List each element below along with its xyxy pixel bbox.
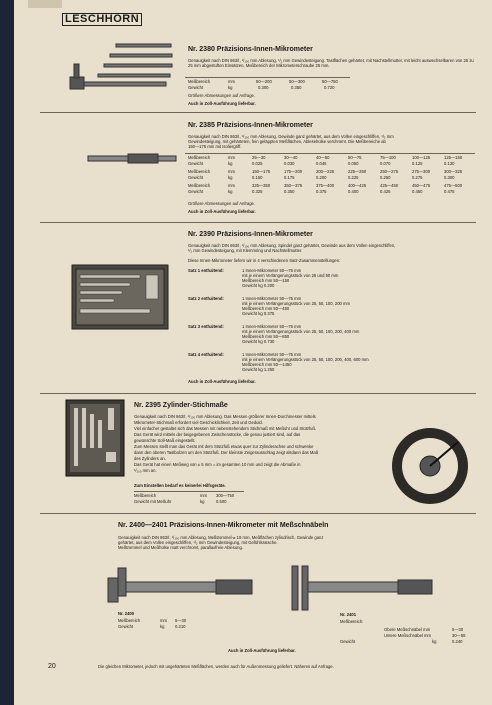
section-divider xyxy=(40,112,476,113)
section-2385-desc: Gewindesteigung, mit gehärteten, fein geläppten Meßflächen, Ablesehülse verchromt. Die Meßbereiche ab xyxy=(188,139,386,144)
inside-micrometer-illustration xyxy=(88,152,178,166)
s2380-row2-val: 0.350 xyxy=(291,85,302,90)
s2385-row-val: 0.325 xyxy=(252,189,263,194)
s2385-row-val: 475—500 xyxy=(444,183,463,188)
s2385-row-val: 0.300 xyxy=(444,175,455,180)
s2385-row-val: 0.070 xyxy=(380,161,391,166)
s2385-row-val: 400—425 xyxy=(348,183,367,188)
section-2400-desc: gehärtet, aus dem Vollen eingeschliffen, ¹/₂ mm Gewindesteigung, mit Gefühlsratsche. xyxy=(118,540,278,545)
cylinder-bore-gauge-case-illustration xyxy=(66,400,124,476)
s2380-row1-val: 50—750 xyxy=(322,79,338,84)
section-divider xyxy=(40,513,476,514)
section-2380-title: Nr. 2380 Präzisions-Innen-Mikrometer xyxy=(188,46,313,53)
s2385-row-unit: kg xyxy=(228,175,233,180)
s2385-row-val: 0.050 xyxy=(348,161,359,166)
s2385-row-unit: kg xyxy=(228,161,233,166)
s2390-set-line: mit je einem Verlängerungsstück von 25, 50, 100, 200, 400 mm xyxy=(242,329,360,334)
s2385-zoll: Auch in Zoll-Ausführung lieferbar. xyxy=(188,209,256,214)
s2385-row-label: Meßbereich xyxy=(188,169,211,174)
s2401-v2: 0.240 xyxy=(452,639,463,644)
s2385-row-val: 40—50 xyxy=(316,155,330,160)
s2401-l2: Gewicht xyxy=(340,639,356,644)
s2385-row-val: 0.030 xyxy=(284,161,295,166)
s2385-row-val: 0.475 xyxy=(444,189,455,194)
s2395-desc-line: ¹/₁₀₀ mm an. xyxy=(134,468,157,473)
s2385-row-val: 300—325 xyxy=(444,169,463,174)
s2395-desc-line: Zum Messen stellt man das Gerät mit dem Stützfuß etwas quer zur Zylinderachse und schwenke xyxy=(134,444,314,449)
s2390-set-line: Meßbereich mm 50—850 xyxy=(242,334,290,339)
s2390-set-line: Meßbereich mm 50—1450 xyxy=(242,362,292,367)
s2385-row-val: 0.150 xyxy=(252,175,263,180)
jaw-micrometer-2400-illustration xyxy=(108,566,258,604)
s2395-row1-unit: mm xyxy=(200,493,207,498)
s2390-set-line: mit je einem Verlängerungsstück von 25 und 50 mm xyxy=(242,273,339,278)
s2380-row1-unit: mm xyxy=(228,79,235,84)
s2385-row-label: Gewicht xyxy=(188,189,204,194)
s2390-set-line: 1 Innen-Mikrometer 50—75 mm xyxy=(242,296,302,301)
table-rule xyxy=(185,77,350,78)
s2395-desc-line: Viel einfacher gestaltet sich das Messen mit nebenstehendem Stichmaß mit Meßuhr und Stützfuß. xyxy=(134,426,317,431)
s2385-row-val: 0.375 xyxy=(316,189,327,194)
s2395-bold: Zum Einstellen bedarf es keinerlei Hilfsgeräte. xyxy=(134,483,226,488)
s2385-row-val: 0.025 xyxy=(252,161,263,166)
footer-note: Die gleichen Mikrometer, jedoch mit ungehärteten Meßflächen, werden auch für Außenmessung geliefert. Näheres auf Anfrage. xyxy=(98,664,334,669)
section-2400-desc: Meßtrommel und Meßhülse matt verchromt, parallaxfreie Ablesung. xyxy=(118,545,243,550)
section-2390-title: Nr. 2390 Präzisions-Innen-Mikrometer xyxy=(188,231,313,238)
s2380-zoll: Auch in Zoll-Ausführung lieferbar. xyxy=(188,101,256,106)
section-2385-desc: Genauigkeit nach DIN 863/I, ¹/₁₀₀ mm Ablesung, Gewinde ganz gehärtet, aus dem Vollen eingeschliffen, ¹/₂ mm xyxy=(188,134,394,139)
s2401-v1a: 5—30 xyxy=(452,627,464,632)
s2385-row-unit: mm xyxy=(228,155,235,160)
s2385-row-unit: kg xyxy=(228,189,233,194)
s2385-note: Größere Abmessungen auf Anfrage. xyxy=(188,201,256,206)
s2385-row-val: 425—450 xyxy=(380,183,399,188)
s2390-zoll: Auch in Zoll-Ausführung lieferbar. xyxy=(188,379,256,384)
s2380-row2-label: Gewicht xyxy=(188,85,204,90)
s2390-set-line: 1 Innen-Mikrometer 50—75 mm xyxy=(242,324,302,329)
s2385-row-val: 75—100 xyxy=(380,155,396,160)
s2400-v1: 5—30 xyxy=(175,618,187,623)
s2385-row-val: 0.175 xyxy=(284,175,295,180)
s2395-desc-line: Das Gerät hat einen Meßweg von ± 5 mm = im gesamten 10 mm und zeigt die Abmaße in xyxy=(134,462,301,467)
s2385-row-label: Meßbereich xyxy=(188,183,211,188)
s2385-row-val: 250—275 xyxy=(380,169,399,174)
section-2390-desc: Genauigkeit nach DIN 863/I, ¹/₁₀₀ mm Ablesung, Spindel ganz gehärtet, Gewinde aus dem Vollen eingeschliffen, xyxy=(188,243,396,248)
s2390-set-line: Gewicht kg 0.730 xyxy=(242,339,275,344)
inside-micrometer-rods-illustration xyxy=(66,42,181,92)
s2380-note: Größere Abmessungen auf Anfrage. xyxy=(188,93,256,98)
s2400-l1: Meßbereich xyxy=(118,618,141,623)
s2390-set-line: Gewicht kg 0.375 xyxy=(242,311,275,316)
s2400-nr: Nr. 2400 xyxy=(118,611,135,616)
s2380-row2-unit: kg xyxy=(228,85,233,90)
s2385-row-val: 375—400 xyxy=(316,183,335,188)
s2380-row1-val: 50—200 xyxy=(256,79,272,84)
s2385-row-val: 50—75 xyxy=(348,155,362,160)
s2390-set-label: Satz 1 enthaltend: xyxy=(188,268,224,273)
s2385-row-label: Gewicht xyxy=(188,161,204,166)
s2385-row-unit: mm xyxy=(228,169,235,174)
s2385-row-val: 0.425 xyxy=(380,189,391,194)
s2385-row-val: 125—150 xyxy=(444,155,463,160)
s2385-row-val: 0.350 xyxy=(284,189,295,194)
s2385-row-val: 200—225 xyxy=(316,169,335,174)
s2390-set-line: Gewicht kg 1.250 xyxy=(242,367,275,372)
s2401-u2: kg xyxy=(432,639,437,644)
s2395-desc-line: Das Gerät wird mittels der beigegebenen Zwischenstücke, die genau justiert sind, auf das xyxy=(134,432,301,437)
s2390-set-line: 1 Innen-Mikrometer 50—75 mm xyxy=(242,268,302,273)
s2401-v1b: 30—55 xyxy=(452,633,466,638)
s2390-set-label: Satz 4 enthaltend: xyxy=(188,352,224,357)
s2400-l2: Gewicht xyxy=(118,624,134,629)
s2400-v2: 0.210 xyxy=(175,624,186,629)
s2385-row-val: 0.275 xyxy=(412,175,423,180)
s2385-row-val: 0.200 xyxy=(316,175,327,180)
section-divider xyxy=(40,222,476,223)
s2385-row-val: 100—125 xyxy=(412,155,431,160)
s2395-desc-line: Mikrometer-Stichmaß erfordert viel Geschicklichkeit, Zeit und Geduld. xyxy=(134,420,263,425)
s2385-row-label: Meßbereich xyxy=(188,155,211,160)
s2385-row-val: 0.125 xyxy=(412,161,423,166)
s2385-row-val: 0.045 xyxy=(316,161,327,166)
section-2395-title: Nr. 2395 Zylinder-Stichmaße xyxy=(134,402,228,409)
s2390-set-label: Satz 3 enthaltend: xyxy=(188,324,224,329)
s2390-set-line: Gewicht kg 0.200 xyxy=(242,283,275,288)
micrometer-set-case-illustration xyxy=(72,265,168,329)
section-divider xyxy=(40,393,476,394)
s2385-row-val: 30—40 xyxy=(284,155,298,160)
section-2380-desc: Genauigkeit nach DIN 863/I, ¹/₁₀₀ mm Ablesung, ¹/₂ mm Gewindesteigung. Tastflächen gehärtet, mit Nachstellmutter, mit leicht auswechselbaren von 25 zu 25 mm abgestuften Einsätzen, Meßbereich der Mikrometerschraube 25 mm. xyxy=(188,58,474,68)
s2400-zoll: Auch in Zoll-Ausführung lieferbar. xyxy=(228,648,296,653)
s2385-row-val: 25—30 xyxy=(252,155,266,160)
s2390-set-line: Meßbereich mm 50—150 xyxy=(242,278,290,283)
s2400-u2: kg xyxy=(160,624,165,629)
s2390-intro: Diese Innen-Mikrometer liefern wir in 4 verschiedenen Satz-Zusammenstellungen: xyxy=(188,258,341,263)
s2395-row2-val: 0.500 xyxy=(216,499,227,504)
s2385-row-val: 325—350 xyxy=(252,183,271,188)
s2390-set-label: Satz 2 enthaltend: xyxy=(188,296,224,301)
s2385-row-val: 450—475 xyxy=(412,183,431,188)
brand-logo: LESCHHORN xyxy=(62,13,142,26)
s2385-row-val: 0.400 xyxy=(348,189,359,194)
s2380-row1-label: Meßbereich xyxy=(188,79,211,84)
s2385-row-val: 150—175 xyxy=(252,169,271,174)
section-2400-desc: Genauigkeit nach DIN 863/I, ¹/₁₀₀ mm Ablesung, Meßtrommel-⌀ 19 mm, Meßflächen zylindrisch, Gewinde ganz xyxy=(118,535,324,540)
s2385-row-val: 225—250 xyxy=(348,169,367,174)
section-2400-title: Nr. 2400—2401 Präzisions-Innen-Mikrometer mit Meßschnäbeln xyxy=(118,522,329,529)
table-rule xyxy=(134,491,244,492)
s2385-row-unit: mm xyxy=(228,183,235,188)
s2395-desc-line: dann den oberen Tastbolzen um den Stützfuß. Der kleinste Zeigerausschlag zeigt alsdann das Maß xyxy=(134,450,319,455)
s2400-u1: mm xyxy=(160,618,167,623)
s2385-row-val: 0.225 xyxy=(348,175,359,180)
s2390-set-line: Meßbereich mm 50—450 xyxy=(242,306,290,311)
s2395-desc-line: Genauigkeit nach DIN 863/I, ¹/₁₀₀ mm Ablesung. Das Messen größerer Innen-Durchmesser mittels xyxy=(134,414,316,419)
s2385-row-val: 0.450 xyxy=(412,189,423,194)
s2395-row2-label: Gewicht mit Meßuhr xyxy=(134,499,172,504)
s2385-row-val: 0.250 xyxy=(380,175,391,180)
s2390-set-line: mit je einem Verlängerungsstück von 25, 50, 100, 200 mm xyxy=(242,301,351,306)
s2385-row-val: 0.130 xyxy=(444,161,455,166)
s2401-nr: Nr. 2401 xyxy=(340,612,357,617)
section-2385-title: Nr. 2385 Präzisions-Innen-Mikrometer xyxy=(188,122,313,129)
dial-indicator-ring-illustration xyxy=(390,426,470,506)
s2401-l1a: Obere Meßschnäbel mm xyxy=(384,627,431,632)
s2380-row1-val: 50—300 xyxy=(289,79,305,84)
s2390-set-line: 1 Innen-Mikrometer 50—75 mm xyxy=(242,352,302,357)
page-tab xyxy=(28,0,62,8)
s2395-row2-unit: kg xyxy=(200,499,205,504)
page-number: 20 xyxy=(48,663,56,670)
jaw-micrometer-2401-illustration xyxy=(288,566,438,610)
s2385-row-val: 350—375 xyxy=(284,183,303,188)
section-2390-desc: ¹/₂ mm Gewindesteigung, mit Klemmring und Nachstellmutter. xyxy=(188,248,303,253)
s2401-l1: Meßbereich: xyxy=(340,619,364,624)
s2385-row-val: 275—300 xyxy=(412,169,431,174)
s2390-set-line: mit je einem Verlängerungsstück von 25, 50, 100, 200, 400, 600 mm xyxy=(242,357,369,362)
s2395-desc-line: gewünschte Soll-Maß eingestellt. xyxy=(134,438,196,443)
s2385-row-val: 175—200 xyxy=(284,169,303,174)
table-rule xyxy=(185,153,475,154)
s2385-row-label: Gewicht xyxy=(188,175,204,180)
s2395-desc-line: des Zylinders an. xyxy=(134,456,166,461)
s2380-row2-val: 0.300 xyxy=(258,85,269,90)
s2380-row2-val: 0.720 xyxy=(324,85,335,90)
s2401-l1b: Untere Meßschnäbel mm xyxy=(384,633,432,638)
s2395-row1-label: Meßbereich xyxy=(134,493,157,498)
section-2385-desc: 150—175 mm mit Isoliergriff. xyxy=(188,144,242,149)
s2395-row1-val: 300—750 xyxy=(216,493,235,498)
